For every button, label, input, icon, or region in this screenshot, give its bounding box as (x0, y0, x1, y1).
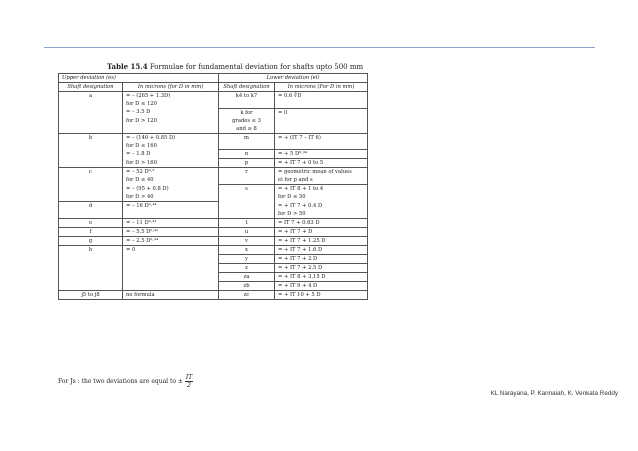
table-row (59, 168, 368, 177)
lower-shaft-cell: za (219, 273, 275, 282)
upper-shaft-cell: j5 to j8 (59, 291, 123, 300)
upper-shaft-cell (59, 159, 123, 168)
footnote (58, 374, 193, 389)
upper-shaft-cell (59, 117, 123, 125)
table-row (59, 282, 368, 291)
upper-formula-cell: for D ≤ 40 (123, 176, 219, 185)
table-row (59, 176, 368, 185)
upper-shaft-cell (59, 210, 123, 219)
lower-shaft-cell (219, 142, 275, 150)
lower-shaft-cell: r (219, 168, 275, 177)
lower-shaft-cell: y (219, 255, 275, 264)
lower-shaft-cell: v (219, 237, 275, 246)
upper-formula-cell: = – 52 D⁰·² (123, 168, 219, 177)
table-caption (107, 62, 363, 71)
lower-formula-cell: = geometric mean of values (275, 168, 368, 177)
lower-formula-cell: = + IT 7 + 0 to 5 (275, 159, 368, 168)
upper-shaft-cell (59, 282, 123, 291)
table-row (59, 255, 368, 264)
footnote-numerator: IT (185, 374, 193, 381)
lower-formula-cell: = + (IT 7 – IT 6) (275, 133, 368, 142)
lower-formula-cell: = + 5 D⁰·³⁴ (275, 150, 368, 159)
lower-formula-cell: = + IT 7 + 0.4 D (275, 202, 368, 211)
lower-shaft-cell (219, 210, 275, 219)
lower-formula-cell: = + IT 7 + 1.6 D (275, 246, 368, 255)
lower-deviation-header: Lower deviation (ei) (219, 74, 368, 83)
lower-shaft-cell: t (219, 219, 275, 228)
table-row (59, 100, 368, 108)
table-row (59, 273, 368, 282)
lower-formula-cell: = + IT 8 + 3.15 D (275, 273, 368, 282)
lower-formula-cell: = + IT 8 + 1 to 4 (275, 185, 368, 194)
lower-shaft-cell: k4 to k7 (219, 92, 275, 101)
lower-formula-cell: ei for p and s (275, 176, 368, 185)
lower-formula-cell (275, 125, 368, 134)
upper-shaft-cell (59, 142, 123, 150)
upper-formula-cell: for D > 160 (123, 159, 219, 168)
upper-formula-cell: = – 5.5 D⁰·⁴¹ (123, 228, 219, 237)
upper-shaft-cell (59, 193, 123, 202)
lower-shaft-cell: zc (219, 291, 275, 300)
shaft-designation-header: Shaft designation (219, 83, 275, 92)
table-row (59, 125, 368, 134)
upper-shaft-cell: e (59, 219, 123, 228)
lower-formula-cell: = + IT 7 + 1.25 D (275, 237, 368, 246)
lower-formula-cell (275, 142, 368, 150)
table-row (59, 202, 368, 211)
lower-formula-cell: = + IT 7 + 2 D (275, 255, 368, 264)
lower-shaft-cell: z (219, 264, 275, 273)
lower-formula-cell: = 0.6 ∛D (275, 92, 368, 101)
table-row (59, 108, 368, 117)
upper-shaft-cell: b (59, 133, 123, 142)
author-credit: KL Narayana, P. Kannaiah, K. Venkata Reddy (490, 390, 618, 397)
upper-deviation-header: Upper deviation (es) (59, 74, 219, 83)
upper-shaft-cell (59, 255, 123, 264)
in-microns-header: In microns (for D in mm) (123, 83, 219, 92)
table-row (59, 142, 368, 150)
upper-formula-cell: = – (140 + 0.85 D) (123, 133, 219, 142)
footnote-text: For Js : the two deviations are equal to ± (58, 378, 183, 385)
footnote-denominator: 2 (187, 382, 191, 389)
lower-formula-cell: for D ≤ 50 (275, 193, 368, 202)
upper-shaft-cell (59, 100, 123, 108)
upper-shaft-cell: d (59, 202, 123, 211)
lower-formula-cell: = IT 7 + 0.63 D (275, 219, 368, 228)
upper-shaft-cell (59, 273, 123, 282)
upper-shaft-cell (59, 185, 123, 194)
upper-formula-cell: = 0 (123, 246, 219, 255)
lower-shaft-cell (219, 176, 275, 185)
table-row (59, 117, 368, 125)
upper-shaft-cell (59, 150, 123, 159)
shaft-designation-header: Shaft designation (59, 83, 123, 92)
upper-formula-cell: = – (265 + 1.3D) (123, 92, 219, 101)
table-row (59, 185, 368, 194)
lower-shaft-cell: p (219, 159, 275, 168)
upper-formula-cell: = – 1.8 D (123, 150, 219, 159)
upper-shaft-cell: g (59, 237, 123, 246)
upper-formula-cell: for D > 40 (123, 193, 219, 202)
lower-shaft-cell (219, 193, 275, 202)
upper-shaft-cell (59, 108, 123, 117)
upper-formula-cell (123, 282, 219, 291)
lower-formula-cell: = + IT 7 + D (275, 228, 368, 237)
table-row (59, 246, 368, 255)
lower-shaft-cell: and ≥ 8 (219, 125, 275, 134)
table-row (59, 159, 368, 168)
lower-shaft-cell: zb (219, 282, 275, 291)
upper-formula-cell (123, 210, 219, 219)
table-row (59, 92, 368, 101)
upper-formula-cell: for D ≤ 160 (123, 142, 219, 150)
lower-shaft-cell: grades ≤ 3 (219, 117, 275, 125)
lower-shaft-cell: u (219, 228, 275, 237)
in-microns-header: In microns (For D in mm) (275, 83, 368, 92)
upper-shaft-cell: c (59, 168, 123, 177)
upper-formula-cell (123, 125, 219, 134)
table-row (59, 150, 368, 159)
upper-formula-cell: for D > 120 (123, 117, 219, 125)
lower-shaft-cell (219, 202, 275, 211)
lower-shaft-cell (219, 100, 275, 108)
lower-formula-cell: = + IT 7 + 2.5 D (275, 264, 368, 273)
table-number: Table 15.4 (107, 62, 148, 71)
lower-shaft-cell: k for (219, 108, 275, 117)
upper-formula-cell: for D ≤ 120 (123, 100, 219, 108)
lower-shaft-cell: x (219, 246, 275, 255)
upper-formula-cell (123, 273, 219, 282)
table-row (59, 219, 368, 228)
fundamental-deviation-table (58, 73, 368, 300)
upper-formula-cell: = – 16 D⁰·⁴⁴ (123, 202, 219, 211)
table-row (59, 193, 368, 202)
top-divider (44, 47, 595, 48)
upper-formula-cell: no formula (123, 291, 219, 300)
upper-formula-cell: = – 11 D⁰·⁴¹ (123, 219, 219, 228)
lower-formula-cell: = + IT 10 + 5 D (275, 291, 368, 300)
table-body (59, 92, 368, 300)
table-row (59, 133, 368, 142)
upper-shaft-cell: h (59, 246, 123, 255)
lower-formula-cell: for D > 50 (275, 210, 368, 219)
upper-formula-cell: = – 2.5 D⁰·³⁴ (123, 237, 219, 246)
lower-shaft-cell: m (219, 133, 275, 142)
lower-formula-cell (275, 100, 368, 108)
upper-shaft-cell: a (59, 92, 123, 101)
upper-formula-cell: = – (95 + 0.8 D) (123, 185, 219, 194)
upper-formula-cell (123, 255, 219, 264)
table-title: Formulae for fundamental deviation for shafts upto 500 mm (149, 63, 364, 71)
lower-shaft-cell: s (219, 185, 275, 194)
table-row (59, 291, 368, 300)
table-row (59, 237, 368, 246)
lower-formula-cell: = 0 (275, 108, 368, 117)
table-row (59, 264, 368, 273)
lower-shaft-cell: n (219, 150, 275, 159)
upper-shaft-cell: f (59, 228, 123, 237)
lower-formula-cell (275, 117, 368, 125)
upper-shaft-cell (59, 125, 123, 134)
upper-formula-cell (123, 264, 219, 273)
table-row (59, 228, 368, 237)
upper-shaft-cell (59, 176, 123, 185)
table-row (59, 210, 368, 219)
upper-formula-cell: = – 3.5 D (123, 108, 219, 117)
lower-formula-cell: = + IT 9 + 4 D (275, 282, 368, 291)
upper-shaft-cell (59, 264, 123, 273)
